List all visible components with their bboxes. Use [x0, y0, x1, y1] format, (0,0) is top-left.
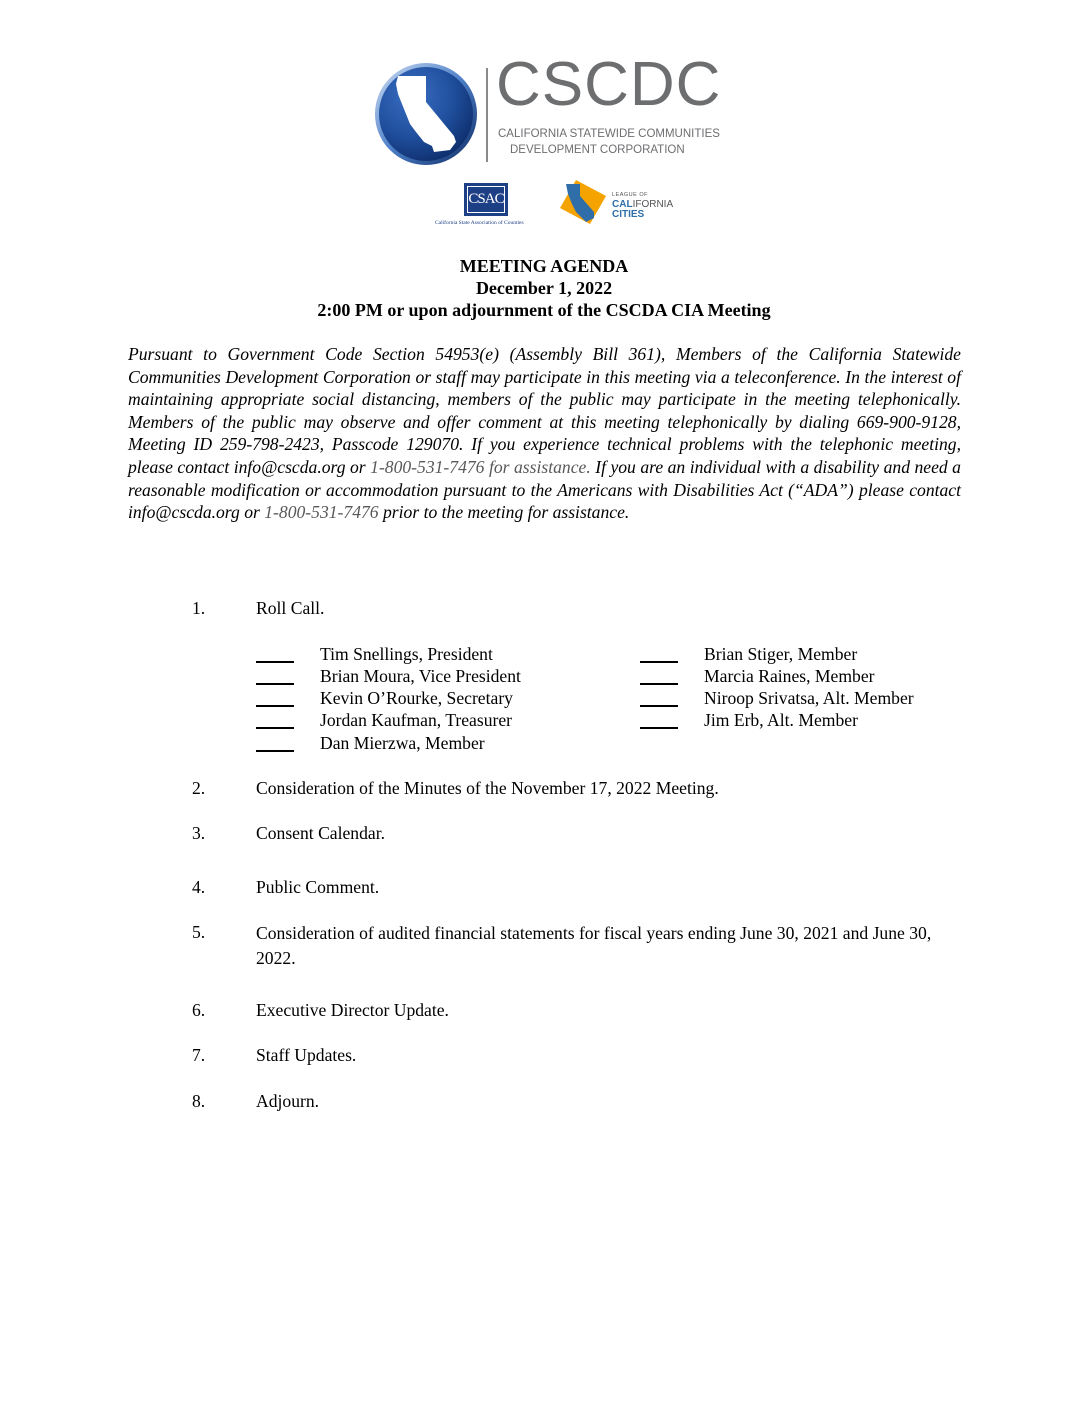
agenda-item-text: Roll Call. [256, 598, 325, 618]
meeting-date: December 1, 2022 [475, 278, 613, 298]
notice-phone-1: 1-800-531-7476 for assistance. [370, 456, 591, 477]
agenda-item-number: 8. [192, 1091, 206, 1111]
league-line2 [612, 200, 673, 210]
member-name: Tim Snellings, President [320, 644, 493, 664]
teleconference-notice [128, 343, 961, 524]
agenda-item-text: Consent Calendar. [256, 823, 385, 843]
meeting-time: 2:00 PM or upon adjournment of the CSCDA CIA Meeting [317, 300, 771, 320]
agenda-item-text: Adjourn. [256, 1091, 320, 1111]
agenda-item-number: 1. [192, 598, 206, 618]
league-line2-thin: IFORNIA [632, 198, 674, 210]
member-name: Niroop Srivatsa, Alt. Member [704, 688, 914, 708]
attendance-blank[interactable] [640, 661, 678, 663]
agenda-item-number: 2. [192, 778, 206, 798]
league-line3: CITIES [612, 208, 645, 220]
league-line2-bold: CAL [612, 198, 633, 210]
attendance-blank[interactable] [640, 683, 678, 685]
member-name: Dan Mierzwa, Member [320, 733, 485, 753]
member-name: Marcia Raines, Member [704, 666, 875, 686]
league-logo-text [612, 193, 673, 220]
agenda-item-text: Executive Director Update. [256, 1000, 449, 1020]
agenda-item-number: 4. [192, 877, 206, 897]
notice-part1: Pursuant to Government Code Section 54953(e) (Assembly Bill 361), Members of the California Statewide Communities Development Corporation or staff may participate in this meeting via a teleconference. In the interest of maintaining appropriate social distancing, members of the public may participate in the meeting telephonically. Members of the public may observe and offer comment at this meeting telephonically by dialing 669-900-9128, Meeting ID 259-798-2423, Passcode 129070. If you experience technical problems with the telephonic meeting, please contact info@cscda.org or [128, 344, 961, 477]
logo-subtitle-line2: DEVELOPMENT CORPORATION [510, 144, 685, 156]
member-name: Kevin O’Rourke, Secretary [320, 688, 513, 708]
csac-logo [464, 183, 508, 216]
agenda-item-text: Consideration of audited financial statements for fiscal years ending June 30, 2021 and June 30, 2022. [256, 923, 932, 968]
member-name: Brian Stiger, Member [704, 644, 858, 664]
agenda-item-number: 3. [192, 823, 206, 843]
logo-divider [486, 68, 488, 162]
agenda-item-text: Public Comment. [256, 877, 380, 897]
league-line1: LEAGUE OF [612, 192, 648, 198]
agenda-item-number: 5. [192, 922, 206, 942]
agenda-item-number: 6. [192, 1000, 206, 1020]
attendance-blank[interactable] [256, 683, 294, 685]
page-title: MEETING AGENDA [459, 256, 629, 276]
league-of-california-cities-icon [556, 178, 608, 228]
notice-phone-2: 1-800-531-7476 [264, 502, 379, 523]
partner-logos [430, 178, 674, 230]
agenda-item-text: Staff Updates. [256, 1045, 357, 1065]
attendance-blank[interactable] [256, 750, 294, 752]
csac-caption: California State Association of Counties [435, 220, 524, 226]
attendance-blank[interactable] [256, 727, 294, 729]
attendance-blank[interactable] [640, 727, 678, 729]
notice-part3: prior to the meeting for assistance. [378, 502, 630, 523]
logo-wordmark: CSCDC [496, 50, 722, 119]
attendance-blank[interactable] [256, 661, 294, 663]
attendance-blank[interactable] [640, 705, 678, 707]
notice-part2: If you are an individual with a disability and need a reasonable modification or accommodation pursuant to the Americans with Disabilities Act (“ADA”) please contact info@cscda.org or [128, 456, 961, 523]
csac-mark: CSAC [467, 186, 505, 213]
agenda-item-text: Consideration of the Minutes of the November 17, 2022 Meeting. [256, 778, 719, 798]
logo-subtitle-line1: CALIFORNIA STATEWIDE COMMUNITIES [498, 128, 720, 140]
attendance-blank[interactable] [256, 705, 294, 707]
member-name: Jordan Kaufman, Treasurer [320, 710, 513, 730]
cscdc-logo [374, 50, 722, 167]
member-name: Brian Moura, Vice President [320, 666, 521, 686]
california-state-seal-icon [374, 62, 478, 166]
member-name: Jim Erb, Alt. Member [704, 710, 858, 730]
agenda-item-number: 7. [192, 1045, 206, 1065]
